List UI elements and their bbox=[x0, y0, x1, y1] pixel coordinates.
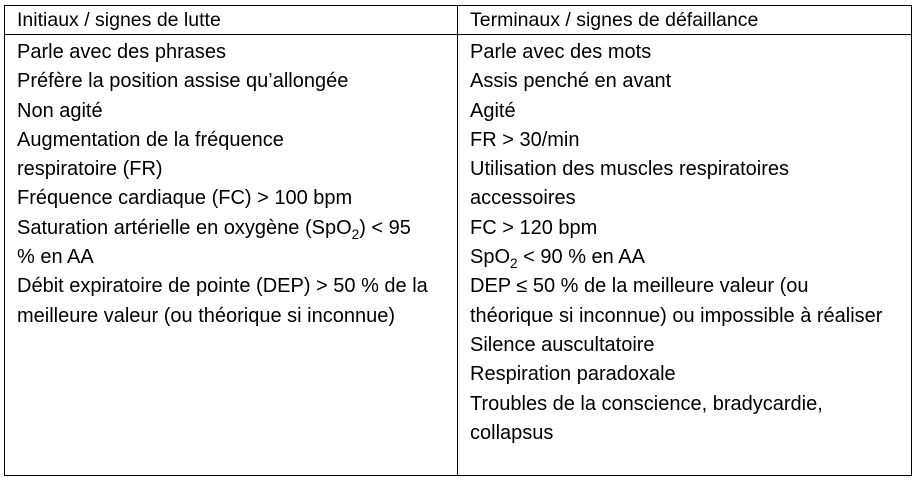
header-row bbox=[5, 6, 912, 35]
spo2-text-after: < 90 % en AA bbox=[517, 246, 645, 269]
initial-sign-item: Préfère la position assise qu’allongée bbox=[17, 70, 349, 93]
header-terminal-signs: Terminaux / signes de défaillance bbox=[458, 6, 912, 35]
initial-sign-item: Fréquence cardiaque (FC) > 100 bpm bbox=[17, 187, 353, 210]
initial-sign-item bbox=[17, 214, 427, 273]
terminal-sign-item bbox=[470, 243, 903, 272]
spo2-subscript: 2 bbox=[351, 226, 360, 242]
initial-sign-item: Parle avec des phrases bbox=[17, 41, 227, 63]
asthma-signs-table bbox=[4, 5, 912, 476]
terminal-sign-item: Utilisation des muscles respiratoires accessoires bbox=[470, 158, 790, 210]
terminal-sign-item: FC > 120 bpm bbox=[470, 216, 598, 239]
terminal-sign-item: Agité bbox=[470, 99, 516, 122]
terminal-signs-cell bbox=[458, 35, 912, 476]
terminal-sign-item: Respiration paradoxale bbox=[470, 363, 676, 386]
terminal-sign-item: Assis penché en avant bbox=[470, 70, 672, 93]
header-initial-signs: Initiaux / signes de lutte bbox=[5, 6, 458, 35]
spo2-text-before: SpO bbox=[470, 246, 511, 269]
terminal-sign-item: DEP ≤ 50 % de la meilleure valeur (ou théorique si inconnue) ou impossible à réaliser bbox=[470, 275, 883, 327]
signs-row bbox=[5, 35, 912, 476]
terminal-sign-item: Parle avec des mots bbox=[470, 41, 652, 63]
terminal-sign-item: Silence auscultatoire bbox=[470, 333, 655, 356]
initial-sign-item: Non agité bbox=[17, 99, 103, 122]
spo2-text-before: Saturation artérielle en oxygène (SpO bbox=[17, 216, 352, 239]
initial-sign-item: Augmentation de la fréquence respiratoire (FR) bbox=[17, 128, 284, 181]
initial-signs-cell bbox=[5, 35, 458, 476]
terminal-sign-item: Troubles de la conscience, bradycardie, collapsus bbox=[470, 392, 823, 444]
spo2-subscript: 2 bbox=[510, 255, 518, 271]
terminal-sign-item: FR > 30/min bbox=[470, 128, 580, 151]
initial-sign-item: Débit expiratoire de pointe (DEP) > 50 % de la meilleure valeur (ou théorique si inconnue) bbox=[17, 275, 428, 327]
spo2-text-after: ) < 95 % en AA bbox=[17, 216, 411, 269]
